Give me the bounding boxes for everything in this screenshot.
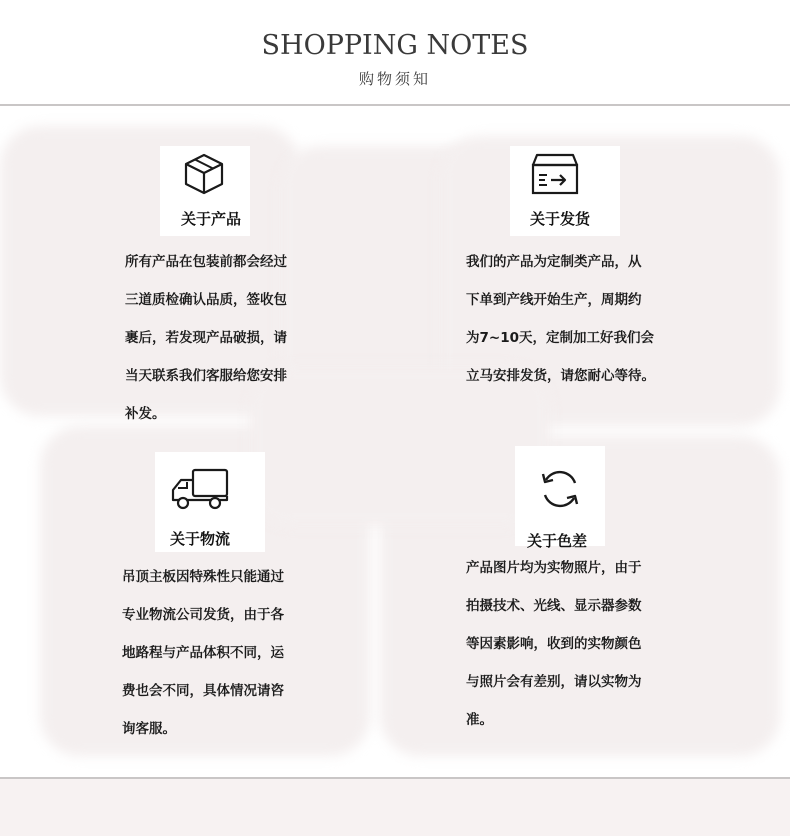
section-title: 关于色差 xyxy=(527,532,588,550)
text-line: 所有产品在包装前都会经过 xyxy=(125,254,287,270)
notes-panel xyxy=(0,106,790,776)
text-line: 我们的产品为定制类产品，从 xyxy=(466,254,642,270)
text-line: 产品图片均为实物照片，由于 xyxy=(466,560,642,576)
text-line: 补发。 xyxy=(125,406,166,422)
title-chinese: 购物须知 xyxy=(358,70,431,88)
text-line: 拍摄技术、光线、显示器参数 xyxy=(466,598,642,614)
section-logistics xyxy=(115,452,345,752)
text-line: 三道质检确认品质，签收包 xyxy=(125,292,287,308)
page-header xyxy=(0,0,790,106)
text-line: 吊顶主板因特殊性只能通过 xyxy=(122,569,284,585)
section-shipping xyxy=(460,146,690,446)
text-line: 等因素影响，收到的实物颜色 xyxy=(466,636,642,652)
text-line: 费也会不同，具体情况请咨 xyxy=(122,683,284,699)
text-line: 下单到产线开始生产，周期约 xyxy=(466,292,642,308)
text-line: 当天联系我们客服给您安排 xyxy=(125,368,287,384)
title-english: SHOPPING NOTES xyxy=(261,30,529,61)
section-color-difference xyxy=(460,446,690,746)
footer-area xyxy=(0,779,790,836)
text-line: 立马安排发货，请您耐心等待。 xyxy=(466,368,655,384)
section-text xyxy=(466,243,655,395)
section-product xyxy=(120,146,320,446)
text-line: 与照片会有差别，请以实物为 xyxy=(466,674,642,690)
section-title: 关于发货 xyxy=(530,210,591,228)
section-text xyxy=(122,558,284,748)
text-line: 裹后，若发现产品破损，请 xyxy=(125,330,287,346)
text-line: 地路程与产品体积不同，运 xyxy=(122,645,284,661)
section-text xyxy=(466,549,642,739)
section-text xyxy=(125,243,287,433)
section-title: 关于物流 xyxy=(170,530,231,548)
text-line: 询客服。 xyxy=(122,721,176,737)
text-line: 准。 xyxy=(466,712,493,728)
section-title: 关于产品 xyxy=(181,210,242,228)
text-line: 专业物流公司发货，由于各 xyxy=(122,607,284,623)
text-line: 为7~10天，定制加工好我们会 xyxy=(466,330,654,346)
